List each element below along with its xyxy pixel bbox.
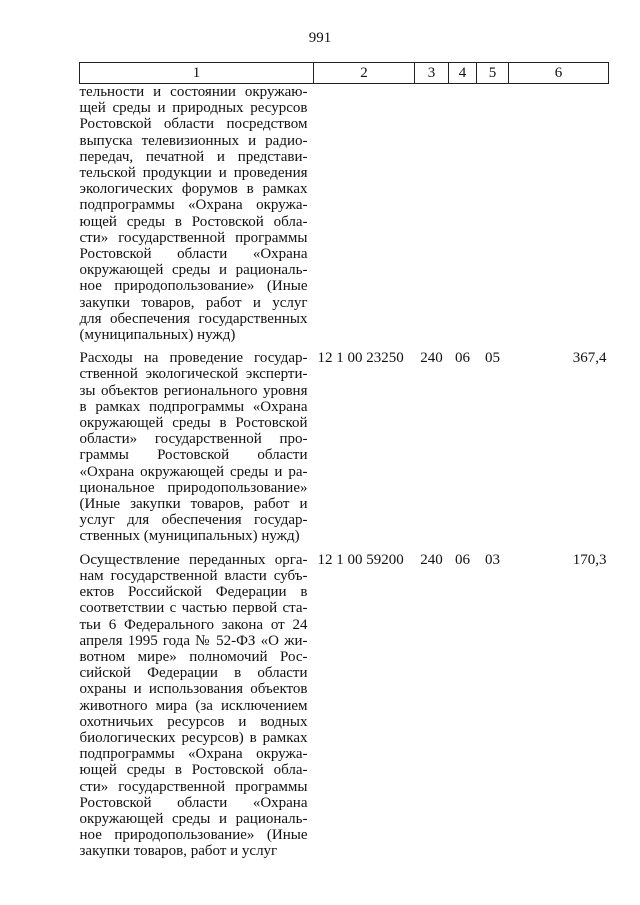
description-line: граммы Ростовской области — [79, 447, 308, 464]
section-cell — [449, 84, 477, 344]
description-line: охотничьих ресурсов и водных — [79, 713, 308, 730]
description-line: нам государственной власти субъ- — [79, 567, 308, 584]
description-line: сти» государственной программы — [79, 229, 308, 246]
description-line: ное природопользование» (Иные — [79, 827, 308, 844]
description-line: ное природопользование» (Иные — [79, 278, 308, 295]
description-line: закупки товаров, работ и услуг — [79, 294, 308, 311]
description-line: ектов Российской Федерации в — [79, 584, 308, 601]
description-line: услуг для обеспечения государ- — [79, 512, 308, 529]
description-line: охраны и использования объектов — [79, 681, 308, 698]
description-line: сийской Федерации в области — [79, 665, 308, 682]
description-line: окружающей среды в Ростовской — [79, 415, 308, 432]
description-line: в рамках подпрограммы «Охрана — [79, 398, 308, 415]
description-line: «Охрана окружающей среды и ра- — [79, 463, 308, 480]
target-code-cell: 12 1 00 23250 — [317, 350, 404, 367]
expense-type-cell: 240 — [420, 551, 443, 568]
amount-cell: 367,4 — [572, 350, 607, 367]
table-row — [80, 84, 609, 344]
section-cell: 06 — [455, 350, 470, 367]
description-line: для обеспечения государственных — [79, 310, 308, 327]
description-line: вотном мире» полномочий Рос- — [79, 648, 308, 665]
column-header-6: 6 — [509, 63, 609, 84]
description-line: Ростовской области посредством — [79, 116, 308, 133]
description-line: Осуществление переданных орга- — [79, 551, 308, 568]
description-line: области» государственной про- — [79, 431, 308, 448]
description-line: апреля 1995 года № 52-ФЗ «О жи- — [79, 632, 308, 649]
section-cell: 06 — [455, 551, 470, 568]
row-description — [80, 343, 314, 544]
table-row — [80, 343, 609, 544]
description-line: закупки товаров, работ и услуг — [79, 843, 278, 860]
description-line: зы объектов регионального уровня — [79, 382, 308, 399]
column-header-1: 1 — [80, 63, 314, 84]
description-line: тьи 6 Федерального закона от 24 — [79, 616, 308, 633]
subsection-cell — [477, 84, 509, 344]
description-line: подпрограммы «Охрана окружа- — [79, 746, 308, 763]
column-header-5: 5 — [477, 63, 509, 84]
description-line: Ростовской области «Охрана — [79, 246, 308, 263]
description-line: сти» государственной программы — [79, 778, 308, 795]
column-header-3: 3 — [415, 63, 449, 84]
description-line: щей среды и природных ресурсов — [79, 100, 308, 117]
description-line: выпуска телевизионных и радио- — [79, 132, 308, 149]
description-line: животного мира (за исключением — [79, 697, 308, 714]
description-line: Расходы на проведение государ- — [79, 350, 308, 367]
subsection-cell: 03 — [485, 551, 500, 568]
description-line: Ростовской области «Охрана — [79, 794, 308, 811]
target-code-cell: 12 1 00 59200 — [317, 551, 404, 568]
amount-cell — [509, 84, 609, 344]
description-line: тельности и состоянии окружаю- — [79, 84, 308, 100]
description-line: соответствии с частью первой ста- — [79, 600, 308, 617]
description-line: биологических ресурсов) в рамках — [79, 729, 308, 746]
description-line: ственных (муниципальных) нужд) — [79, 528, 300, 545]
row-description — [80, 84, 314, 344]
description-line: окружающей среды и рациональ- — [79, 262, 308, 279]
row-description — [80, 545, 314, 860]
table-header-row — [80, 63, 609, 84]
amount-cell: 170,3 — [572, 551, 607, 568]
description-line: ственной экологической эксперти- — [79, 366, 308, 383]
description-line: тельской продукции и проведения — [79, 165, 308, 182]
description-line: циональное природопользование» — [79, 479, 308, 496]
subsection-cell: 05 — [485, 350, 500, 367]
page-number: 991 — [308, 30, 332, 46]
column-header-2: 2 — [314, 63, 415, 84]
description-line: экологических форумов в рамках — [79, 181, 308, 198]
description-line: ющей среды в Ростовской обла- — [79, 213, 308, 230]
column-header-4: 4 — [449, 63, 477, 84]
description-line: (муниципальных) нужд) — [79, 327, 236, 344]
table-row — [80, 545, 609, 860]
description-line: окружающей среды и рациональ- — [79, 810, 308, 827]
budget-table — [79, 62, 609, 860]
table-body — [80, 84, 609, 860]
description-line: (Иные закупки товаров, работ и — [79, 496, 308, 513]
target-code-cell — [314, 84, 415, 344]
description-line: ющей среды в Ростовской обла- — [79, 762, 308, 779]
expense-type-cell — [415, 84, 449, 344]
expense-type-cell: 240 — [420, 350, 443, 367]
description-line: подпрограммы «Охрана окружа- — [79, 197, 308, 214]
description-line: передач, печатной и представи- — [79, 148, 308, 165]
